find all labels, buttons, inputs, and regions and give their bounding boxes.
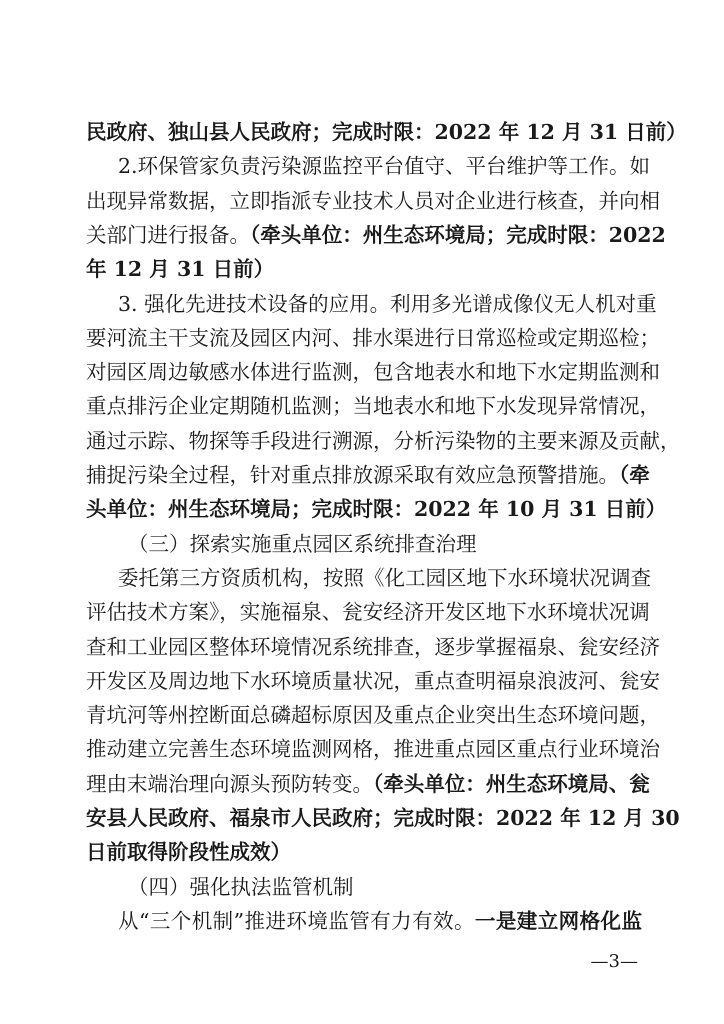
line-9-text: 重点排污企业定期随机监测；当地表水和地下水发现异常情况，: [86, 394, 660, 418]
text-line-5: [86, 255, 642, 283]
line-20-text: 理由末端治理向源头预防转变。: [86, 772, 373, 796]
line-10-text: 通过示踪、物探等手段进行溯源，分析污染物的主要来源及贡献，: [86, 429, 681, 453]
line-20-bold: （牵头单位：州生态环境局、瓮: [373, 772, 650, 796]
line-22-bold: 日前取得阶段性成效）: [86, 840, 291, 864]
line-15-text: 评估技术方案》，实施福泉、瓮安经济开发区地下水环境状况调: [86, 600, 650, 624]
text-line-17: [86, 667, 660, 695]
line-3-text: 出现异常数据，立即指派专业技术人员对企业进行核查，并向相: [86, 189, 660, 213]
text-line-2: [118, 152, 651, 180]
line-11-text: 捕捉污染全过程，针对重点排放源采取有效应急预警措施。: [86, 463, 619, 487]
line-13-text: （三）探索实施重点园区系统排查治理: [128, 532, 477, 556]
line-8-text: 对园区周边敏感水体进行监测，包含地表水和地下水定期监测和: [86, 360, 660, 384]
line-12-bold: 头单位：州生态环境局；完成时限：2022 年 10 月 31 日前）: [86, 497, 667, 521]
text-line-7: [86, 324, 660, 352]
section-heading-3: [128, 530, 642, 558]
text-line-16: [86, 633, 660, 661]
line-2-text: 2.环保管家负责污染源监控平台值守、平台维护等工作。如: [118, 154, 651, 178]
line-1-bold: 民政府、独山县人民政府；完成时限：2022 年 12 月 31 日前）: [86, 120, 687, 144]
line-11-bold: （牵: [619, 463, 650, 487]
text-line-10: [86, 427, 681, 455]
line-24-bold: 一是建立网格化监: [474, 909, 642, 933]
line-4-bold: （牵头单位：州生态环境局；完成时限：2022: [250, 223, 666, 247]
line-14-text: 委托第三方资质机构，按照《化工园区地下水环境状况调查: [118, 566, 651, 590]
line-7-text: 要河流主干支流及园区内河、排水渠进行日常巡检或定期巡检；: [86, 326, 660, 350]
text-line-18: [86, 701, 660, 729]
text-line-4: [86, 221, 666, 249]
line-16-text: 查和工业园区整体环境情况系统排查，逐步掌握福泉、瓮安经济: [86, 635, 660, 659]
text-line-14: [118, 564, 651, 592]
text-line-9: [86, 392, 660, 420]
text-line-15: [86, 598, 650, 626]
line-6-text: 3. 强化先进技术设备的应用。利用多光谱成像仪无人机对重: [118, 292, 657, 316]
text-line-8: [86, 358, 660, 386]
line-18-text: 青坑河等州控断面总磷超标原因及重点企业突出生态环境问题，: [86, 703, 660, 727]
line-5-bold: 年 12 月 31 日前）: [86, 257, 275, 281]
text-line-22: [86, 838, 642, 866]
text-line-19: [86, 735, 660, 763]
line-23-text: （四）强化执法监管机制: [128, 875, 354, 899]
text-line-24: [118, 907, 642, 935]
text-line-12: [86, 495, 667, 523]
section-heading-4: [128, 873, 642, 901]
line-4-text: 关部门进行报备。: [86, 223, 250, 247]
line-17-text: 开发区及周边地下水环境质量状况，重点查明福泉浪波河、瓮安: [86, 669, 660, 693]
line-21-bold: 安县人民政府、福泉市人民政府；完成时限：2022 年 12 月 30: [86, 806, 680, 830]
line-19-text: 推动建立完善生态环境监测网格，推进重点园区重点行业环境治: [86, 737, 660, 761]
text-line-20: [86, 770, 650, 798]
text-line-3: [86, 187, 660, 215]
text-line-11: [86, 461, 650, 489]
text-line-21: [86, 804, 680, 832]
line-24-text: 从“三个机制”推进环境监管有力有效。: [118, 909, 475, 933]
page-number: —3—: [590, 951, 638, 972]
text-line-6: [118, 290, 657, 318]
text-line-1: [86, 118, 687, 146]
